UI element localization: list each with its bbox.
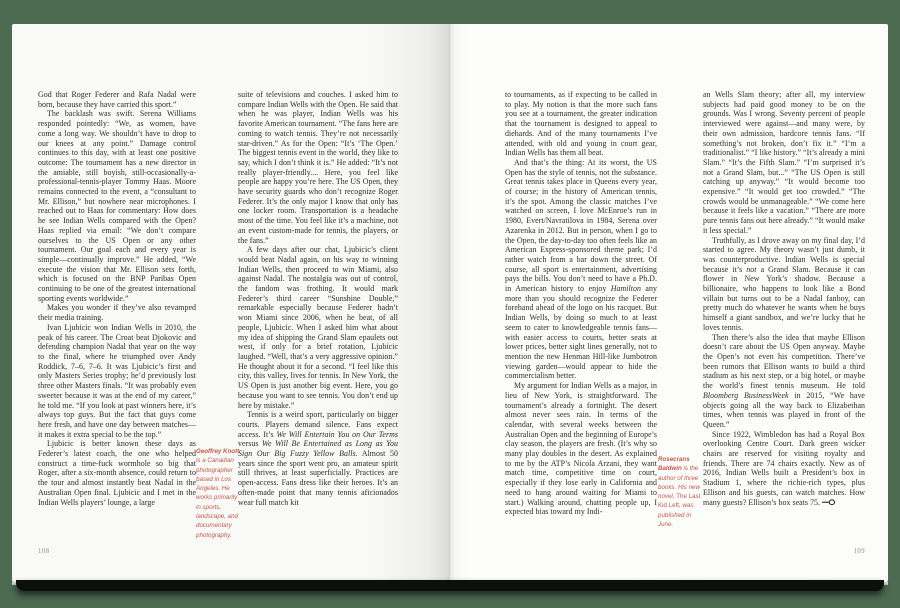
paragraph: And that’s the thing: At its worst, the US Open has the style of tennis, not the substance. Great tennis takes place in Queens every year, of course; in the history of American tennis, it’s the spot. Among the classic matches I’ve watched on screen, I love McEnroe’s run in 1980, Evert/Navratilova in 1984, Serena over Azarenka in 2012. But in person, when I go to the Open, the day-to-day too often feels like an American Express-sponsored theme park; I’d rather watch from a bar down the street. Of course, all sport is entertainment, advertising pays the bills. You don’t need to have a Ph.D. in American history to enjoy Hamilton any more than you should recognize the Federer forehand ahead of the logo on his racquet. But Indian Wells, by doing so much to at least seem to cater to knowledgeable tennis fans—with easier access to courts, better seats at lower prices, better sight lines generally, not to mention the new Henman Hill-like Jumbotron viewing garden—would appear to hide the commercialism better. — [505, 157, 657, 381]
contributor-bio: is the author of three books. His new novel, The Last Kid Left, was published in June. — [658, 465, 701, 529]
page-number-right: 109 — [853, 548, 865, 555]
left-page-column-2 — [238, 90, 398, 546]
contributor-name: Rosecrans Baldwin — [658, 456, 690, 473]
contributor-name: Geoffrey Knott — [196, 448, 240, 455]
left-page — [12, 24, 450, 582]
right-page — [450, 24, 888, 582]
paragraph: to tournaments, as if expecting to be called in to play. My notion is that the more such fans you see at a tournament, the greater indication that the tournament is designed to appeal to diehards. And of the many tournaments I’ve attended, with old and young in court gear, Indian Wells has them all beat. — [505, 90, 657, 158]
paragraph: suite of televisions and couches. I asked him to compare Indian Wells with the Open. He said that when he was player, Indian Wells was his favorite American tournament. “The fans here are coming to watch tennis. They’re not necessarily star-driven.” As for the Open: “It’s ‘The Open.’ The biggest tennis event in the world, they like to say, which I don’t think it is.” He added: “It’s not really player-friendly.... Here, you feel like people are happy you’re here. The US Open, they have security guards who don’t recognize Roger Federer. It’s the only major I know that only has one locker room. Transportation is a headache most of the time. You feel like it’s a machine, not an event custom-made for tennis, the players, or the fans.” — [238, 90, 398, 245]
paragraph: The backlash was swift. Serena Williams responded pointedly: “We, as women, have come a long way. We shouldn’t have to drop to our knees at any point.” Damage control continues to this day, with at least one positive outcome: The tournament has a new director in the amiable, still boyish, still-occasionally-a-professional-tennis-player Tommy Haas. Moore remains connected to the event, a “consultant to Mr. Ellison,” but nowhere near microphones. I reached out to Haas for commentary: How does he see Indian Wells compared with the Open? Haas replied via email: “We don’t compare ourselves to the US Open or any other tournament. Our goal each and every year is simple—continually improve.” He added, “We execute the vision that Mr. Ellison sets forth, which is focused on the BNP Paribas Open continuing to be one of the greatest international sporting events worldwide.” — [38, 109, 196, 303]
contributor-bio: is a Canadian photographer based in Los Angeles. He works primarily in sports, landscape, and documentary photography. — [196, 457, 238, 539]
contributor-note-author — [658, 455, 704, 529]
page-number-left: 108 — [38, 548, 50, 555]
left-page-column-1 — [38, 90, 196, 546]
paragraph: Then there’s also the idea that maybe Ellison doesn’t care about the US Open anyway. Maybe the Open’s not even his competition. There’ve been rumors that Ellison wants to build a third stadium as his next step, or a big hotel, or maybe the world’s finest tennis museum. He told Bloomberg BusinessWeek in 2015, “We have objects going all the way back to Elizabethan times, when tennis was played in front of the Queen.” — [703, 332, 865, 429]
open-book — [12, 24, 888, 582]
book-drop-shadow — [16, 580, 884, 591]
paragraph: an Wells Slam theory; after all, my interview subjects had paid good money to be on the grounds. Was I wrong. Seventy percent of people interviewed were against—and many were, by their own admission, hardcore tennis fans. “If something’s not broken, don’t fix it.” “I’m a traditionalist.” “I like history.” “It’s already a mini Slam.” “It’s the Fifth Slam.” “I’m surprised it’s not a Grand Slam, but...” “The US Open is still catching up anyway.” “It would become too expensive.” “It would get too crowded.” “The crowds would be unmanageable.” “We come here because it feels like a vacation.” “There are more pure tennis fans out here already.” “It would make it less special.” — [703, 90, 865, 235]
right-page-column-2 — [703, 90, 865, 546]
paragraph: Makes you wonder if they’ve also revamped their media training. — [38, 303, 196, 323]
contributor-note-photographer — [196, 447, 242, 540]
paragraph: My argument for Indian Wells as a major, in lieu of New York, is straightforward. The tournament’s already a fortnight. The desert almost never sees rain. In terms of the calendar, with several weeks between the Australian Open and the beginning of Europe’s clay season, the players are fresh. (It’s why so many play doubles in the desert. As explained to me by the ATP’s Nicola Arzani, they want match time, competitive time on court, especially if they lose early in California and need to hang around waiting for Miami to start.) Walking around, chatting people up, I expected bias toward my Indi- — [505, 381, 657, 517]
right-page-column-1 — [505, 90, 657, 546]
paragraph: Ivan Ljubicic won Indian Wells in 2010, the peak of his career. The Croat beat Djokovic and defending champion Nadal that year on the way to the final, where he triumphed over Andy Roddick, 7–6, 7–6. It was Ljubicic’s first and only Masters Series trophy; he’d previously lost three other Masters finals. “It was probably even sweeter because it was at the end of my career,” he told me. “If you look at past winners here, it’s always top guys. But the fact that guys come here fresh, and have one day between matches—it makes it extra special to be the top.” — [38, 322, 196, 439]
paragraph: God that Roger Federer and Rafa Nadal were born, because they have carried this sport.” — [38, 90, 196, 109]
tennis-racquet-end-mark-icon — [822, 498, 835, 507]
paragraph: Since 1922, Wimbledon has had a Royal Box overlooking Centre Court. Dark green wicker chairs are reserved for visiting royalty and friends. There are 74 chairs exactly. New as of 2016, Indian Wells built a President’s box in Stadium 1, where the richie-rich types, plus Ellison and his guests, can watch matches. How many guests? Ellison’s box seats 75. — [703, 429, 865, 507]
paragraph: A few days after our chat, Ljubicic’s client would beat Nadal again, on his way to winning Indian Wells, then proceed to win Miami, also against Nadal. The nostalgia was out of control, the fandom was frothing. It would mark Federer’s third career “Sunshine Double,” remarkable especially because Federer hadn’t won Miami since 2006, when he beat, of all people, Ljubicic. When I asked him what about my idea of shipping the Grand Slam epaulets out west, if only for a brief rotation, Ljubicic laughed. “Well, that’s a very aggressive opinion.” He thought about it for a second. “I feel like this city, this valley, lives for tennis. In New York, the US Open is just another big event. Here, you go because you want to see tennis. You don’t end up here by mistake.” — [238, 245, 398, 410]
paragraph: Truthfully, as I drove away on my final day, I’d started to agree. My theory wasn’t just dumb, it was counterproductive. Indian Wells is special because it’s not a Grand Slam. Because it can flower in New York’s shadow. Because a billionaire, who happens to look like a Bond villain but turns out to be a Nadal fanboy, can pretty much do whatever he wants when he buys himself a giant sandbox, and we’re lucky that he loves tennis. — [703, 235, 865, 332]
paragraph: Tennis is a weird sport, particularly on bigger courts. Players demand silence. Fans expect access. It’s We Will Entertain You on Our Terms versus We Will Be Entertained as Long as You Sign Our Big Fuzzy Yellow Balls. Almost 50 years since the sport went pro, an amateur spirit still thrives, at least superficially. Practices are open-access. Fans dress like their heroes. It’s an often-made point that many tennis aficionados wear full match kit — [238, 410, 398, 507]
paragraph: Ljubicic is better known these days as Federer’s latest coach, the one who helped construct a time-fuck wormhole so big that Roger, after a six-month absence, could return to the tour and almost instantly beat Nadal in the Australian Open final. Ljubicic and I met in the Indian Wells players’ lounge, a large — [38, 439, 196, 507]
